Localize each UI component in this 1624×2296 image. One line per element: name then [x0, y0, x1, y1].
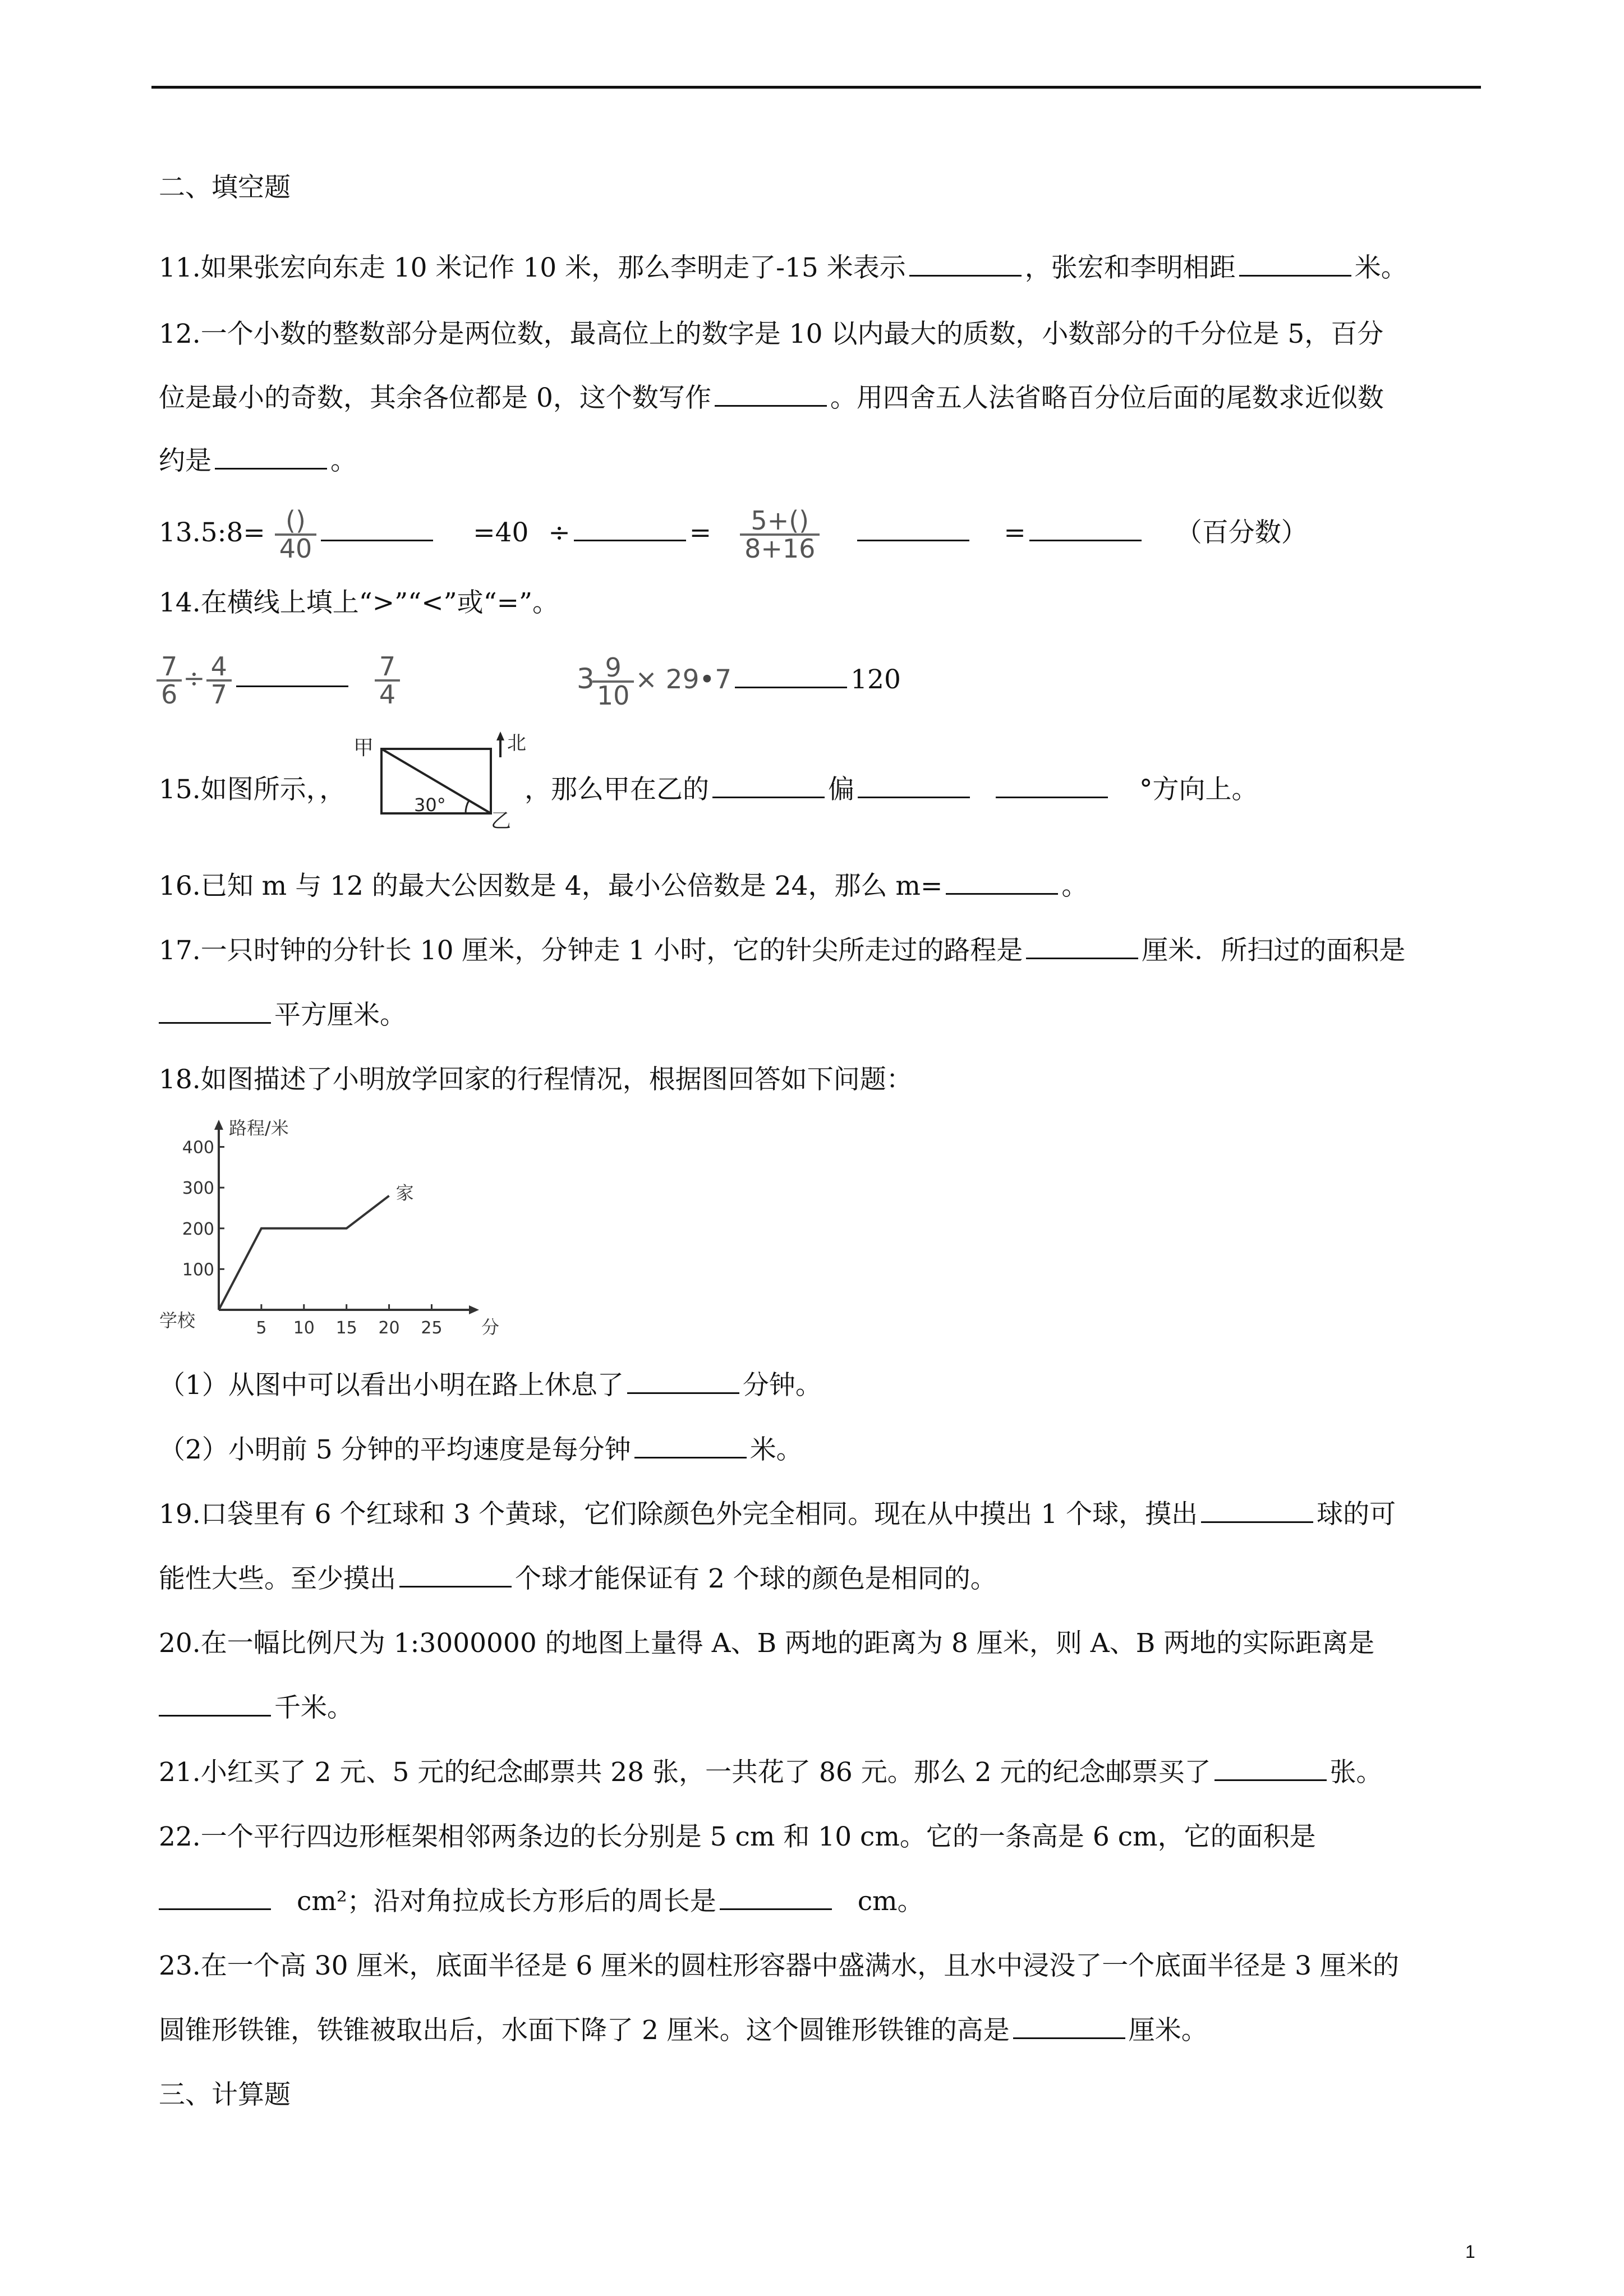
question-15-text: ，那么甲在乙的 偏 °方向上。: [525, 774, 1258, 805]
question-14-compare-1: $\frac{7}{6}$ ÷ $\frac{4}{7}$ $\frac{7}{4}$: [159, 651, 401, 707]
label-angle: 30°: [414, 794, 446, 816]
question-18-sub-1: （1）从图中可以看出小明在路上休息了 分钟。: [159, 1370, 822, 1401]
q13-fraction-1: $\frac{()}{40}$: [277, 508, 315, 562]
x-tick-label: 5: [256, 1318, 267, 1338]
question-18-sub-2: （2）小明前 5 分钟的平均速度是每分钟 米。: [159, 1434, 803, 1465]
section-heading-calc: 三、计算题: [159, 2079, 291, 2110]
direction-figure: [353, 729, 526, 832]
question-19-line-2: 能性大些。至少摸出 个球才能保证有 2 个球的颜色是相同的。: [159, 1563, 997, 1594]
q18-blank-1[interactable]: [627, 1370, 739, 1394]
y-tick-label: 300: [182, 1179, 214, 1199]
q22-blank-1[interactable]: [159, 1886, 271, 1910]
q14-fraction-4-7: $\frac{4}{7}$: [209, 654, 229, 707]
q13-blank-3[interactable]: [857, 517, 969, 541]
label-yi: 乙: [491, 809, 512, 832]
q21-blank[interactable]: [1214, 1757, 1327, 1781]
angle-arc: [466, 800, 469, 813]
q13-fraction-2: $\frac{5+()}{8+16}$: [742, 508, 817, 562]
x-tick-label: 15: [335, 1318, 357, 1338]
end-label: 家: [395, 1182, 414, 1204]
q20-blank[interactable]: [159, 1692, 271, 1717]
y-axis-arrow-icon: [214, 1120, 223, 1130]
y-tick-label: 100: [182, 1260, 214, 1280]
origin-label: 学校: [159, 1310, 196, 1331]
question-23-line-1: 23.在一个高 30 厘米，底面半径是 6 厘米的圆柱形容器中盛满水，且水中浸没了一个底面半径是 3 厘米的: [159, 1950, 1399, 1981]
y-axis-label: 路程/米: [229, 1117, 289, 1139]
question-13: 13.5:8= $\frac{()}{40}$ =40 ÷ = $\frac{5+()}{8+16}$ = （百分数）: [159, 505, 1308, 564]
y-tick-label: 200: [182, 1219, 214, 1239]
q14-blank-2[interactable]: [735, 664, 847, 688]
question-20-line-1: 20.在一幅比例尺为 1:3000000 的地图上量得 A、B 两地的距离为 8 厘米，则 A、B 两地的实际距离是: [159, 1628, 1375, 1659]
q13-blank-2[interactable]: [574, 517, 686, 541]
q11-blank-1[interactable]: [909, 252, 1022, 277]
question-14-compare-2: 3 $\frac{9}{10}$ × 29•7 120: [577, 652, 901, 711]
q18-blank-2[interactable]: [634, 1434, 747, 1458]
question-23-line-2: 圆锥形铁锥，铁锥被取出后，水面下降了 2 厘米。这个圆锥形铁锥的高是 厘米。: [159, 2015, 1208, 2046]
section-heading-fill: 二、填空题: [159, 172, 291, 203]
q14-fraction-7-4: $\frac{7}{4}$: [377, 654, 398, 707]
q19-blank-2[interactable]: [399, 1563, 512, 1588]
q14-mixed-fraction: $\frac{9}{10}$: [595, 655, 632, 708]
x-axis-label: 分: [481, 1317, 500, 1338]
q16-blank[interactable]: [946, 871, 1058, 895]
q19-blank-1[interactable]: [1201, 1499, 1313, 1523]
question-19-line-1: 19.口袋里有 6 个红球和 3 个黄球，它们除颜色外完全相同。现在从中摸出 1 个球，摸出 球的可: [159, 1499, 1396, 1530]
q12-blank-2[interactable]: [215, 445, 327, 470]
question-18-title: 18.如图描述了小明放学回家的行程情况，根据图回答如下问题：: [159, 1064, 913, 1095]
question-17-line-2: 平方厘米。: [159, 999, 406, 1032]
question-21: 21.小红买了 2 元、5 元的纪念邮票共 28 张，一共花了 86 元。那么 2 元的纪念邮票买了 张。: [159, 1757, 1383, 1788]
q22-blank-2[interactable]: [720, 1886, 832, 1910]
distance-time-chart: [157, 1116, 500, 1358]
x-tick-label: 20: [378, 1318, 400, 1338]
q13-blank-4[interactable]: [1029, 517, 1142, 541]
q11-blank-2[interactable]: [1239, 252, 1351, 277]
label-bei: 北: [507, 732, 526, 754]
question-14-title: 14.在横线上填上“>”“<”或“=”。: [159, 587, 559, 618]
q14-blank-1[interactable]: [236, 663, 348, 687]
q12-blank-1[interactable]: [715, 383, 827, 407]
q15-blank-3[interactable]: [996, 774, 1108, 798]
series-line: [219, 1196, 389, 1310]
q17-blank-1[interactable]: [1026, 935, 1138, 959]
question-22-line-1: 22.一个平行四边形框架相邻两条边的长分别是 5 cm 和 10 cm。它的一条高是 6 cm，它的面积是: [159, 1821, 1316, 1852]
page-number: 1: [1465, 2242, 1475, 2262]
question-15: 15.如图所示，，: [159, 774, 346, 805]
q17-blank-2[interactable]: [159, 1000, 271, 1024]
question-11: 11.如果张宏向东走 10 米记作 10 米，那么李明走了-15 米表示 ，张宏和李明相距 米。: [159, 252, 1407, 283]
question-12-line-1: 12.一个小数的整数部分是两位数，最高位上的数字是 10 以内最大的质数，小数部分的千分位是 5，百分: [159, 319, 1384, 349]
label-jia: 甲: [353, 737, 374, 760]
x-axis-arrow-icon: [469, 1305, 479, 1314]
question-20-line-2: 千米。: [159, 1691, 353, 1725]
q15-blank-1[interactable]: [712, 774, 825, 798]
q15-blank-2[interactable]: [858, 774, 970, 798]
x-tick-label: 25: [421, 1318, 443, 1338]
question-17-line-1: 17.一只时钟的分针长 10 厘米，分钟走 1 小时，它的针尖所走过的路程是 厘米．所扫过的面积是: [159, 935, 1406, 966]
x-tick-label: 10: [293, 1318, 315, 1338]
question-12-line-3: 约是 。: [159, 445, 357, 476]
question-12-line-2: 位是最小的奇数，其余各位都是 0，这个数写作 。用四舍五人法省略百分位后面的尾数求近似数: [159, 383, 1384, 413]
y-tick-label: 400: [182, 1138, 214, 1158]
q23-blank[interactable]: [1013, 2015, 1125, 2039]
question-16: 16.已知 m 与 12 的最大公因数是 4，最小公倍数是 24，那么 m= 。: [159, 871, 1088, 901]
north-arrow-icon: [496, 731, 504, 740]
question-22-line-2: cm²；沿对角拉成长方形后的周长是 cm。: [159, 1885, 924, 1918]
q14-fraction-7-6: $\frac{7}{6}$: [159, 654, 180, 707]
q13-blank-1[interactable]: [321, 517, 433, 541]
header-rule: [151, 86, 1481, 89]
